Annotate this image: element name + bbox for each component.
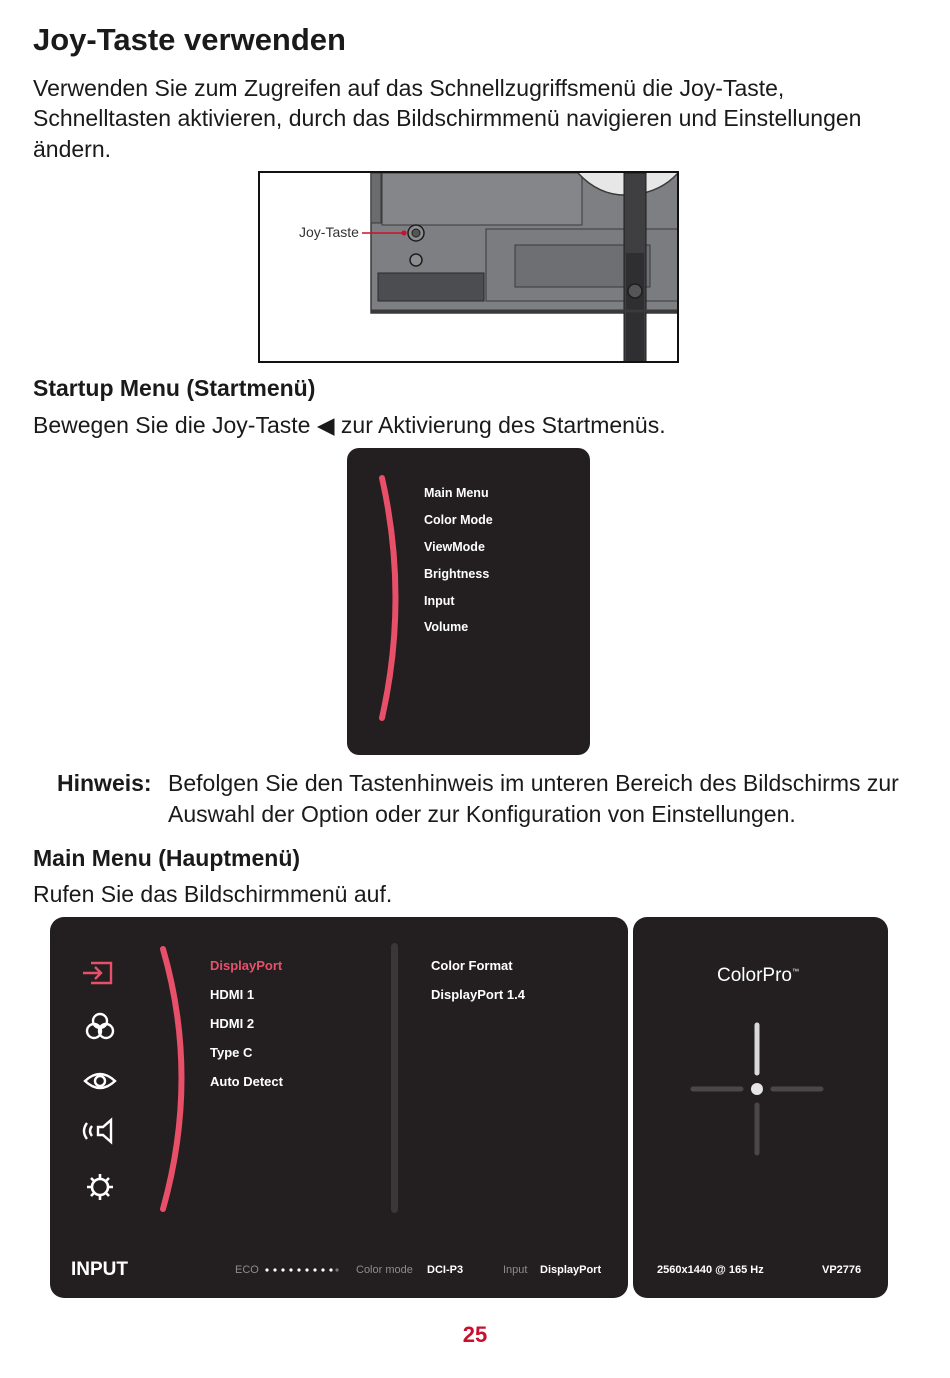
eye-icon (85, 1074, 115, 1088)
footer-input-value: DisplayPort (540, 1264, 602, 1276)
startup-item-input[interactable]: Input (424, 594, 455, 608)
note-line-2: Auswahl der Option oder zur Konfiguration von Einstellungen. (168, 801, 796, 827)
monitor-back-illustration (260, 173, 679, 363)
intro-line-2: Schnelltasten aktivieren, durch das Bildschirmmenü navigieren und Einstellungen (33, 105, 862, 131)
input-option-hdmi1[interactable]: HDMI 1 (210, 987, 255, 1002)
submenu-displayport-version[interactable]: DisplayPort 1.4 (431, 987, 525, 1002)
footer-color-mode-value: DCI-P3 (427, 1264, 464, 1276)
input-option-auto-detect[interactable]: Auto Detect (210, 1074, 283, 1089)
startup-item-brightness[interactable]: Brightness (424, 567, 490, 581)
startup-item-color-mode[interactable]: Color Mode (424, 513, 493, 527)
note-label: Hinweis: (57, 770, 152, 796)
intro-line-3: ändern. (33, 136, 112, 162)
footer-input-label: Input (503, 1264, 528, 1276)
section-label: INPUT (71, 1259, 128, 1280)
main-menu-instruction: Rufen Sie das Bildschirmmenü auf. (33, 881, 393, 907)
startup-item-volume[interactable]: Volume (424, 620, 469, 634)
joy-key-figure (258, 171, 679, 363)
startup-item-viewmode[interactable]: ViewMode (424, 540, 485, 554)
input-option-displayport[interactable]: DisplayPort (210, 958, 283, 973)
input-icon (83, 963, 111, 983)
color-icon (87, 1014, 113, 1038)
page-number: 25 (462, 1322, 488, 1347)
intro-line-1: Verwenden Sie zum Zugreifen auf das Schnellzugriffsmenü die Joy-Taste, (33, 75, 785, 101)
brand-trademark: ™ (791, 968, 799, 976)
icon-column (80, 957, 120, 1207)
audio-icon (84, 1120, 111, 1142)
startup-item-main-menu[interactable]: Main Menu (424, 486, 489, 500)
note-line-1: Befolgen Sie den Tastenhinweis im unteren Bereich des Bildschirms zur (168, 770, 899, 796)
gear-icon (87, 1174, 113, 1200)
footer-color-mode-label: Color mode (356, 1264, 413, 1276)
brand-logo (717, 965, 799, 987)
resolution-readout: 2560x1440 @ 165 Hz (657, 1264, 764, 1276)
startup-instruction: Bewegen Sie die Joy-Taste ◀ zur Aktivierung des Startmenüs. (33, 412, 666, 438)
brand-name: ColorPro (717, 965, 792, 986)
input-option-typec[interactable]: Type C (210, 1045, 253, 1060)
note-text (168, 768, 928, 830)
startup-menu-screen (347, 448, 590, 755)
input-option-hdmi2[interactable]: HDMI 2 (210, 1016, 255, 1031)
main-menu-heading: Main Menu (Hauptmenü) (33, 845, 301, 871)
eco-level-dots (264, 1266, 340, 1274)
startup-heading: Startup Menu (Startmenü) (33, 375, 316, 401)
menu-arc (150, 937, 200, 1217)
joystick-navigation-icon (683, 1017, 833, 1162)
model-name: VP2776 (822, 1264, 862, 1276)
colorpro-panel (633, 917, 888, 1298)
page-heading: Joy-Taste verwenden (33, 22, 346, 57)
main-menu-screen (50, 917, 628, 1298)
joy-key-callout: Joy-Taste (299, 224, 359, 240)
menu-scrollbar[interactable] (391, 943, 398, 1213)
submenu-color-format[interactable]: Color Format (431, 958, 513, 973)
footer-eco-label: ECO (235, 1264, 259, 1276)
